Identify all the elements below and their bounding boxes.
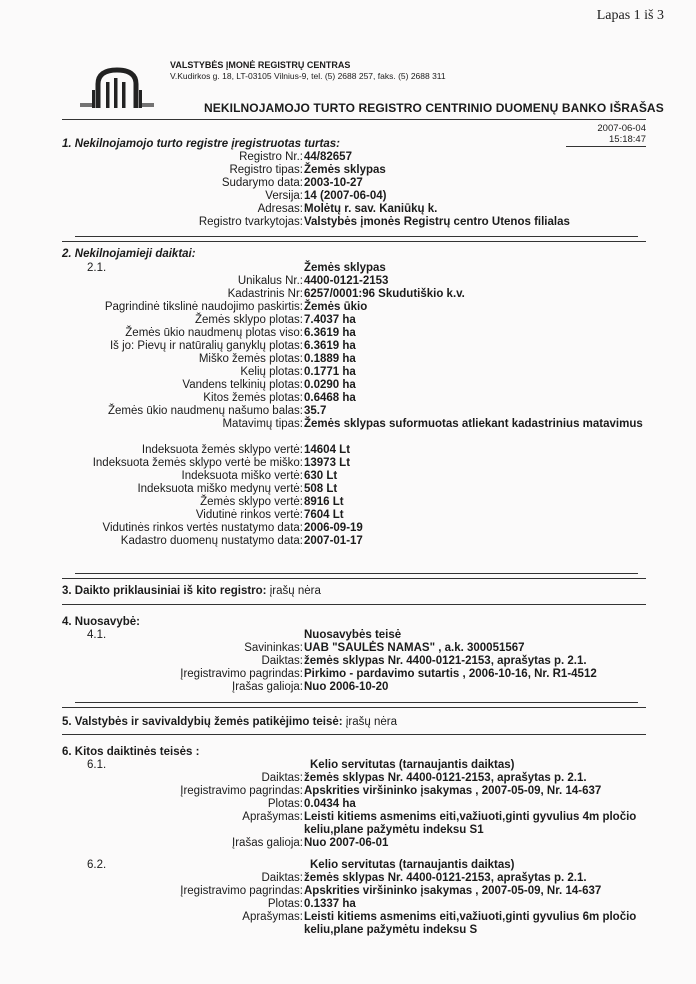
field-value: 0.6468 ha xyxy=(304,392,356,404)
field-label: Vidutinės rinkos vertės nustatymo data: xyxy=(102,522,303,534)
field-row xyxy=(0,203,696,216)
field-row xyxy=(0,811,696,837)
field-value: 0.1889 ha xyxy=(304,353,356,365)
field-row xyxy=(0,535,696,548)
field-value: 508 Lt xyxy=(304,483,338,495)
section-5-heading xyxy=(62,716,397,728)
divider xyxy=(75,236,638,237)
section-5-value: įrašų nėra xyxy=(345,716,397,728)
field-label: Daiktas: xyxy=(261,655,303,667)
field-value: Žemės ūkio xyxy=(304,301,368,313)
field-row xyxy=(0,379,696,392)
section-6-item-2 xyxy=(0,859,696,937)
field-label: Indeksuota miško vertė: xyxy=(181,470,303,482)
divider xyxy=(75,573,638,574)
field-label: Įregistravimo pagrindas: xyxy=(180,785,303,797)
field-label: Daiktas: xyxy=(261,772,303,784)
field-row xyxy=(0,353,696,366)
field-row xyxy=(0,275,696,288)
field-label: Žemės sklypo plotas: xyxy=(194,314,303,326)
field-label: Įrašas galioja: xyxy=(232,681,303,693)
field-label: Aprašymas: xyxy=(242,911,303,923)
field-label: Versija: xyxy=(265,190,303,202)
field-row xyxy=(0,483,696,496)
field-row xyxy=(0,190,696,203)
section-3-heading xyxy=(62,585,321,597)
field-label: Įregistravimo pagrindas: xyxy=(180,668,303,680)
field-row xyxy=(0,392,696,405)
field-row xyxy=(0,314,696,327)
field-label: Vandens telkinių plotas: xyxy=(182,379,303,391)
field-value: 6.3619 ha xyxy=(304,340,356,352)
field-label: Plotas: xyxy=(267,798,303,810)
section-1-rows xyxy=(0,151,696,229)
field-value: Žemės sklypas xyxy=(304,164,386,176)
divider xyxy=(62,119,646,120)
section-3-value: įrašų nėra xyxy=(269,585,321,597)
field-row xyxy=(0,898,696,911)
field-label: Miško žemės plotas: xyxy=(198,353,303,365)
field-label: Registro tvarkytojas: xyxy=(198,216,303,228)
field-value: Pirkimo - pardavimo sutartis , 2006-10-16, Nr. R1-4512 xyxy=(304,668,597,680)
item-title: Kelio servitutas (tarnaujantis daiktas) xyxy=(310,859,515,871)
divider xyxy=(62,241,646,242)
field-label: Įrašas galioja: xyxy=(232,837,303,849)
field-label: Matavimų tipas: xyxy=(222,418,303,430)
field-row xyxy=(0,301,696,314)
field-label: Įregistravimo pagrindas: xyxy=(180,885,303,897)
field-value: UAB "SAULĖS NAMAS" , a.k. 300051567 xyxy=(304,642,525,654)
section-3-title: 3. Daikto priklausiniai iš kito registro: xyxy=(62,585,267,597)
section-5-title: 5. Valstybės ir savivaldybių žemės patikėjimo teisė: xyxy=(62,716,343,728)
field-label: Kadastrinis Nr: xyxy=(227,288,303,300)
item-title: Kelio servitutas (tarnaujantis daiktas) xyxy=(310,759,515,771)
field-value: 8916 Lt xyxy=(304,496,344,508)
timestamp: 2007-06-04 15:18:47 xyxy=(566,123,646,147)
item-header xyxy=(0,629,696,642)
section-1-heading: 1. Nekilnojamojo turto registre įregistruotas turtas: xyxy=(62,138,340,150)
field-label: Adresas: xyxy=(257,203,303,215)
field-row xyxy=(0,522,696,535)
section-2-rows xyxy=(0,262,696,548)
field-label: Indeksuota žemės sklypo vertė: xyxy=(141,444,303,456)
item-header xyxy=(0,759,696,772)
field-row xyxy=(0,911,696,937)
field-label: Kitos žemės plotas: xyxy=(203,392,303,404)
field-value: žemės sklypas Nr. 4400-0121-2153, aprašytas p. 2.1. xyxy=(304,872,587,884)
section-2-heading: 2. Nekilnojamieji daiktai: xyxy=(62,248,196,260)
field-row xyxy=(0,470,696,483)
field-value: Apskrities viršininko įsakymas , 2007-05-09, Nr. 14-637 xyxy=(304,785,602,797)
organization-block xyxy=(170,60,446,82)
field-label: Daiktas: xyxy=(261,872,303,884)
field-row xyxy=(0,418,696,444)
field-value: 0.0290 ha xyxy=(304,379,356,391)
field-label: Žemės sklypo vertė: xyxy=(200,496,303,508)
item-title: Žemės sklypas xyxy=(304,262,386,274)
field-value: 7604 Lt xyxy=(304,509,344,521)
item-number: 2.1. xyxy=(87,262,107,274)
field-row xyxy=(0,642,696,655)
field-value: 7.4037 ha xyxy=(304,314,356,326)
field-value: Nuo 2006-10-20 xyxy=(304,681,389,693)
section-4-rows xyxy=(0,629,696,694)
field-row xyxy=(0,668,696,681)
field-label: Unikalus Nr.: xyxy=(237,275,303,287)
field-value: žemės sklypas Nr. 4400-0121-2153, aprašytas p. 2.1. xyxy=(304,655,587,667)
field-row xyxy=(0,327,696,340)
page-number: Lapas 1 iš 3 xyxy=(596,8,664,23)
field-row xyxy=(0,151,696,164)
field-value: Žemės sklypas suformuotas atliekant kadastrinius matavimus xyxy=(304,418,643,430)
field-value: Molėtų r. sav. Kaniūkų k. xyxy=(304,203,438,215)
divider xyxy=(62,578,646,579)
field-row xyxy=(0,872,696,885)
field-label: Žemės ūkio naudmenų našumo balas: xyxy=(108,405,303,417)
field-value: 6257/0001:96 Skudutiškio k.v. xyxy=(304,288,465,300)
field-value: 6.3619 ha xyxy=(304,327,356,339)
item-number: 6.2. xyxy=(87,859,107,871)
field-row xyxy=(0,405,696,418)
field-value: Apskrities viršininko įsakymas , 2007-05-09, Nr. 14-637 xyxy=(304,885,602,897)
field-row xyxy=(0,496,696,509)
field-label: Aprašymas: xyxy=(242,811,303,823)
field-row xyxy=(0,785,696,798)
field-label: Iš jo: Pievų ir natūralių ganyklų plotas: xyxy=(109,340,303,352)
field-label: Vidutinė rinkos vertė: xyxy=(195,509,303,521)
field-label: Žemės ūkio naudmenų plotas viso: xyxy=(125,327,303,339)
field-label: Kelių plotas: xyxy=(240,366,303,378)
field-value: 14604 Lt xyxy=(304,444,351,456)
field-row xyxy=(0,681,696,694)
field-value: 2006-09-19 xyxy=(304,522,363,534)
field-value: 14 (2007-06-04) xyxy=(304,190,387,202)
field-row xyxy=(0,509,696,522)
divider xyxy=(75,702,638,703)
field-value: 0.1771 ha xyxy=(304,366,356,378)
field-label: Pagrindinė tikslinė naudojimo paskirtis: xyxy=(104,301,303,313)
document-title: NEKILNOJAMOJO TURTO REGISTRO CENTRINIO DUOMENŲ BANKO IŠRAŠAS xyxy=(204,101,664,115)
org-name: VALSTYBĖS ĮMONĖ REGISTRŲ CENTRAS xyxy=(170,60,351,70)
field-row xyxy=(0,885,696,898)
section-6-item-1 xyxy=(0,759,696,850)
field-row xyxy=(0,772,696,785)
field-row xyxy=(0,837,696,850)
field-row xyxy=(0,457,696,470)
field-value: 0.1337 ha xyxy=(304,898,356,910)
field-row xyxy=(0,288,696,301)
field-row xyxy=(0,444,696,457)
divider xyxy=(62,604,646,605)
field-value: 4400-0121-2153 xyxy=(304,275,389,287)
registru-centras-logo xyxy=(78,66,156,110)
divider xyxy=(62,707,646,708)
item-title: Nuosavybės teisė xyxy=(304,629,402,641)
field-value: Leisti kitiems asmenims eiti,važiuoti,ginti gyvulius 4m pločio keliu,plane pažymėtu indeksu S1 xyxy=(304,811,637,836)
field-label: Savininkas: xyxy=(244,642,303,654)
section-6-heading: 6. Kitos daiktinės teisės : xyxy=(62,746,200,758)
field-label: Sudarymo data: xyxy=(221,177,303,189)
field-value: 13973 Lt xyxy=(304,457,351,469)
field-label: Plotas: xyxy=(267,898,303,910)
org-address: V.Kudirkos g. 18, LT-03105 Vilnius-9, tel. (5) 2688 257, faks. (5) 2688 311 xyxy=(170,71,446,81)
field-value: 0.0434 ha xyxy=(304,798,356,810)
field-label: Indeksuota žemės sklypo vertė be miško: xyxy=(92,457,303,469)
field-value: Valstybės įmonės Registrų centro Utenos filialas xyxy=(304,216,570,228)
field-value: 630 Lt xyxy=(304,470,338,482)
field-row xyxy=(0,798,696,811)
field-row xyxy=(0,340,696,353)
field-row xyxy=(0,366,696,379)
field-label: Kadastro duomenų nustatymo data: xyxy=(120,535,303,547)
field-value: Nuo 2007-06-01 xyxy=(304,837,389,849)
field-label: Registro tipas: xyxy=(229,164,303,176)
field-row xyxy=(0,177,696,190)
item-header xyxy=(0,262,696,275)
field-value: 2007-01-17 xyxy=(304,535,363,547)
field-value: 35.7 xyxy=(304,405,327,417)
field-row xyxy=(0,164,696,177)
field-value: 2003-10-27 xyxy=(304,177,363,189)
field-label: Indeksuota miško medynų vertė: xyxy=(137,483,303,495)
field-value: 44/82657 xyxy=(304,151,352,163)
field-label: Registro Nr.: xyxy=(239,151,303,163)
item-number: 4.1. xyxy=(87,629,107,641)
divider xyxy=(62,734,646,735)
field-value: Leisti kitiems asmenims eiti,važiuoti,ginti gyvulius 6m pločio keliu,plane pažymėtu indeksu S xyxy=(304,911,637,936)
field-row xyxy=(0,655,696,668)
section-4-heading: 4. Nuosavybė: xyxy=(62,616,140,628)
item-number: 6.1. xyxy=(87,759,107,771)
item-header xyxy=(0,859,696,872)
field-row xyxy=(0,216,696,229)
field-value: žemės sklypas Nr. 4400-0121-2153, aprašytas p. 2.1. xyxy=(304,772,587,784)
